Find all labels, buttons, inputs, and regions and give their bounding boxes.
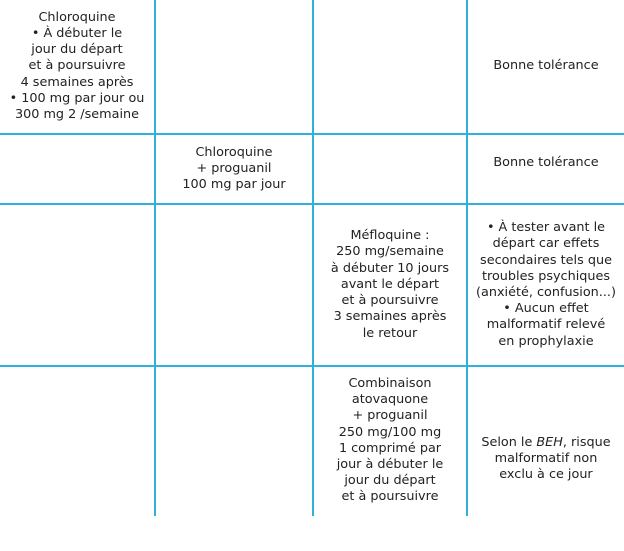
row3-col3-text: Méfloquine : 250 mg/semaine à débuter 10 jours avant le départ et à poursuivre 3 semaines après le retour <box>330 228 450 341</box>
row1-col4-text: Bonne tolérance <box>493 58 599 74</box>
row3-col1-cell <box>0 205 154 365</box>
row4-col3-text: Combinaison atovaquone + proguanil 250 mg/100 mg 1 comprimé par jour à débuter le jour du départ et à poursuivre <box>336 376 444 505</box>
row4-col2-cell <box>156 367 312 516</box>
row2-col4-text: Bonne tolérance <box>493 154 599 170</box>
row1-col1-cell <box>0 0 154 133</box>
row3-col2-cell <box>156 205 312 365</box>
beh-abbreviation: BEH <box>536 434 563 450</box>
row1-col1-text: Chloroquine • À débuter le jour du départ et à poursuivre 4 semaines après • 100 mg par jour ou 300 mg 2 /semaine <box>9 9 145 122</box>
row4-col4-text <box>481 435 610 484</box>
row2-col1-cell <box>0 135 154 203</box>
row3-col4-cell <box>468 205 624 365</box>
row4-col1-cell <box>0 367 154 516</box>
row4-col4-text-post: , risque malformatif non exclu à ce jour <box>494 434 611 483</box>
row4-col4-cell <box>468 367 624 551</box>
row3-col3-cell <box>314 205 466 365</box>
row2-col2-text: Chloroquine + proguanil 100 mg par jour <box>182 144 286 193</box>
row1-col2-cell <box>156 0 312 133</box>
row2-col3-cell <box>314 135 466 203</box>
row1-col3-cell <box>314 0 466 133</box>
row3-col4-text: • À tester avant le départ car effets secondaires tels que troubles psychiques (anxiété, confusion...) • Aucun effet malformatif relevé en prophylaxie <box>476 220 616 349</box>
row2-col2-cell <box>156 135 312 203</box>
row2-col4-cell <box>468 135 624 191</box>
row4-col4-text-pre: Selon le <box>481 434 537 450</box>
row1-col4-cell <box>468 0 624 133</box>
row4-col3-cell <box>314 376 466 516</box>
